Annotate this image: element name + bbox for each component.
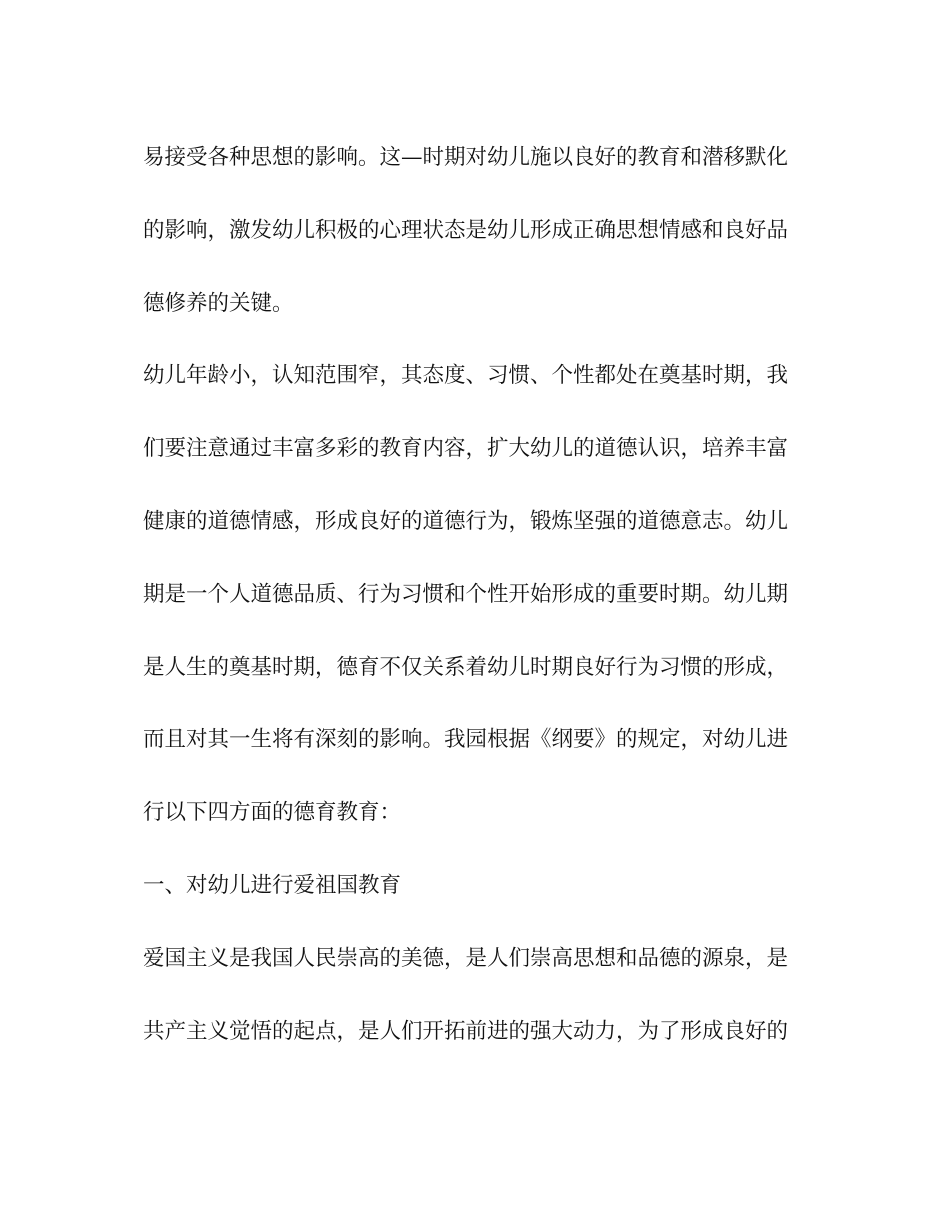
text-line: 期是一个人道德品质、行为习惯和个性开始形成的重要时期。幼儿期 <box>143 581 789 607</box>
text-line: 德修养的关键。 <box>143 290 294 316</box>
text-line: 爱国主义是我国人民崇高的美德，是人们崇高思想和品德的源泉，是 <box>143 945 789 971</box>
text-line: 们要注意通过丰富多彩的教育内容，扩大幼儿的道德认识，培养丰富 <box>143 436 789 462</box>
text-line: 易接受各种思想的影响。这—时期对幼儿施以良好的教育和潜移默化 <box>143 145 789 170</box>
text-line: 健康的道德情感，形成良好的道德行为，锻炼坚强的道德意志。幼儿 <box>143 508 789 534</box>
text-line: 的影响，激发幼儿积极的心理状态是幼儿形成正确思想情感和良好品 <box>143 217 789 243</box>
text-line: 是人生的奠基时期，德育不仅关系着幼儿时期良好行为习惯的形成， <box>143 654 789 680</box>
text-line: 行以下四方面的德育教育： <box>143 800 402 826</box>
text-line: 共产主义觉悟的起点，是人们开拓前进的强大动力，为了形成良好的 <box>143 1018 789 1044</box>
text-line: 幼儿年龄小，认知范围窄，其态度、习惯、个性都处在奠基时期，我 <box>143 363 789 389</box>
document-body <box>143 138 803 1084</box>
text-line: 而且对其一生将有深刻的影响。我园根据《纲要》的规定，对幼儿进 <box>143 727 789 753</box>
section-heading: 一、对幼儿进行爱祖国教育 <box>143 872 402 898</box>
